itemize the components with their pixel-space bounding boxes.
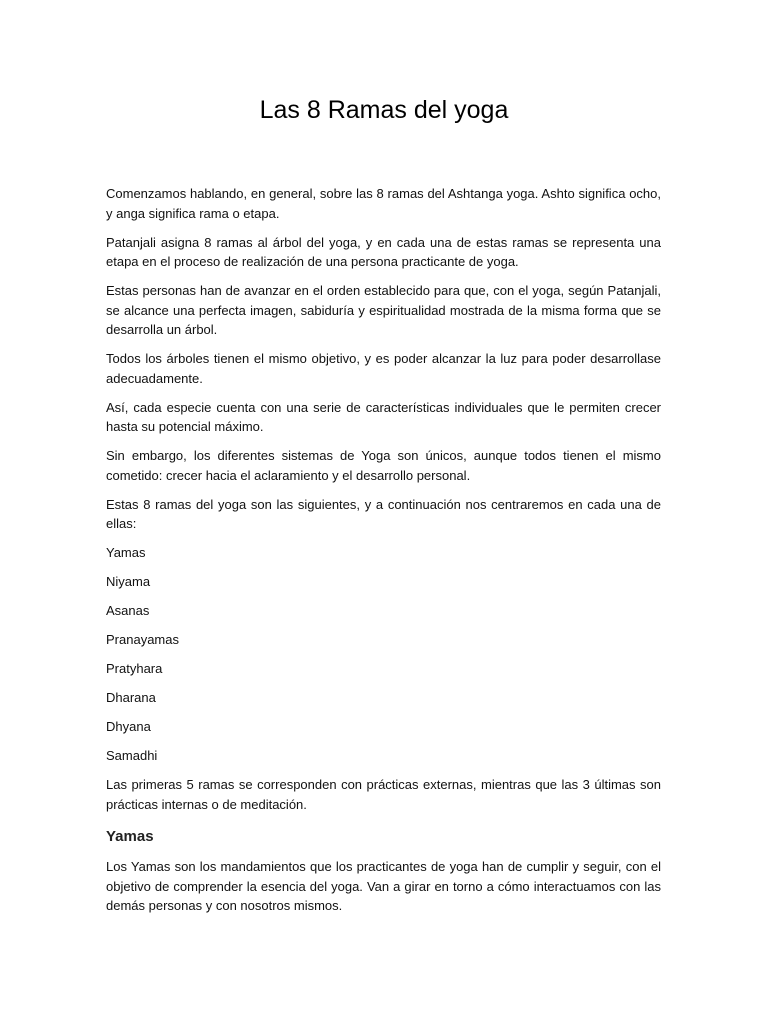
list-item: Niyama bbox=[106, 574, 151, 589]
paragraph-species: Así, cada especie cuenta con una serie de características individuales que le permiten crecer hasta su potencial máximo. bbox=[106, 399, 661, 434]
branch-list bbox=[106, 543, 661, 766]
list-item: Asanas bbox=[106, 603, 150, 618]
list-item: Samadhi bbox=[106, 748, 158, 763]
section-heading-yamas: Yamas bbox=[106, 828, 154, 845]
paragraph-progression: Estas personas han de avanzar en el orden establecido para que, con el yoga, según Patanjali, se alcance una perfecta imagen, sabiduría y espiritualidad mostrada de la misma forma que se desarrolla un árbol. bbox=[106, 283, 661, 337]
paragraph-yamas: Los Yamas son los mandamientos que los practicantes de yoga han de cumplir y seguir, con el objetivo de comprender la esencia del yoga. Van a girar en torno a cómo interactuamos con las demás personas y con nosotros mismos. bbox=[106, 859, 661, 913]
list-item: Pratyhara bbox=[106, 661, 163, 676]
paragraph-branches-intro: Estas 8 ramas del yoga son las siguientes, y a continuación nos centraremos en cada una de ellas: bbox=[106, 496, 661, 531]
page-title: Las 8 Ramas del yoga bbox=[259, 96, 509, 124]
paragraph-patanjali: Patanjali asigna 8 ramas al árbol del yoga, y en cada una de estas ramas se representa una etapa en el proceso de realización de una persona practicante de yoga. bbox=[106, 234, 661, 269]
list-item: Dharana bbox=[106, 690, 156, 705]
paragraph-systems: Sin embargo, los diferentes sistemas de Yoga son únicos, aunque todos tienen el mismo cometido: crecer hacia el aclaramiento y el desarrollo personal. bbox=[106, 448, 661, 483]
paragraph-intro: Comenzamos hablando, en general, sobre las 8 ramas del Ashtanga yoga. Ashto significa ocho, y anga significa rama o etapa. bbox=[106, 186, 661, 221]
paragraph-summary: Las primeras 5 ramas se corresponden con prácticas externas, mientras que las 3 últimas son prácticas internas o de meditación. bbox=[106, 777, 661, 812]
paragraph-trees: Todos los árboles tienen el mismo objetivo, y es poder alcanzar la luz para poder desarrollase adecuadamente. bbox=[106, 351, 661, 386]
list-item: Yamas bbox=[106, 545, 146, 560]
list-item: Pranayamas bbox=[106, 632, 179, 647]
list-item: Dhyana bbox=[106, 719, 151, 734]
document-body bbox=[106, 184, 661, 925]
